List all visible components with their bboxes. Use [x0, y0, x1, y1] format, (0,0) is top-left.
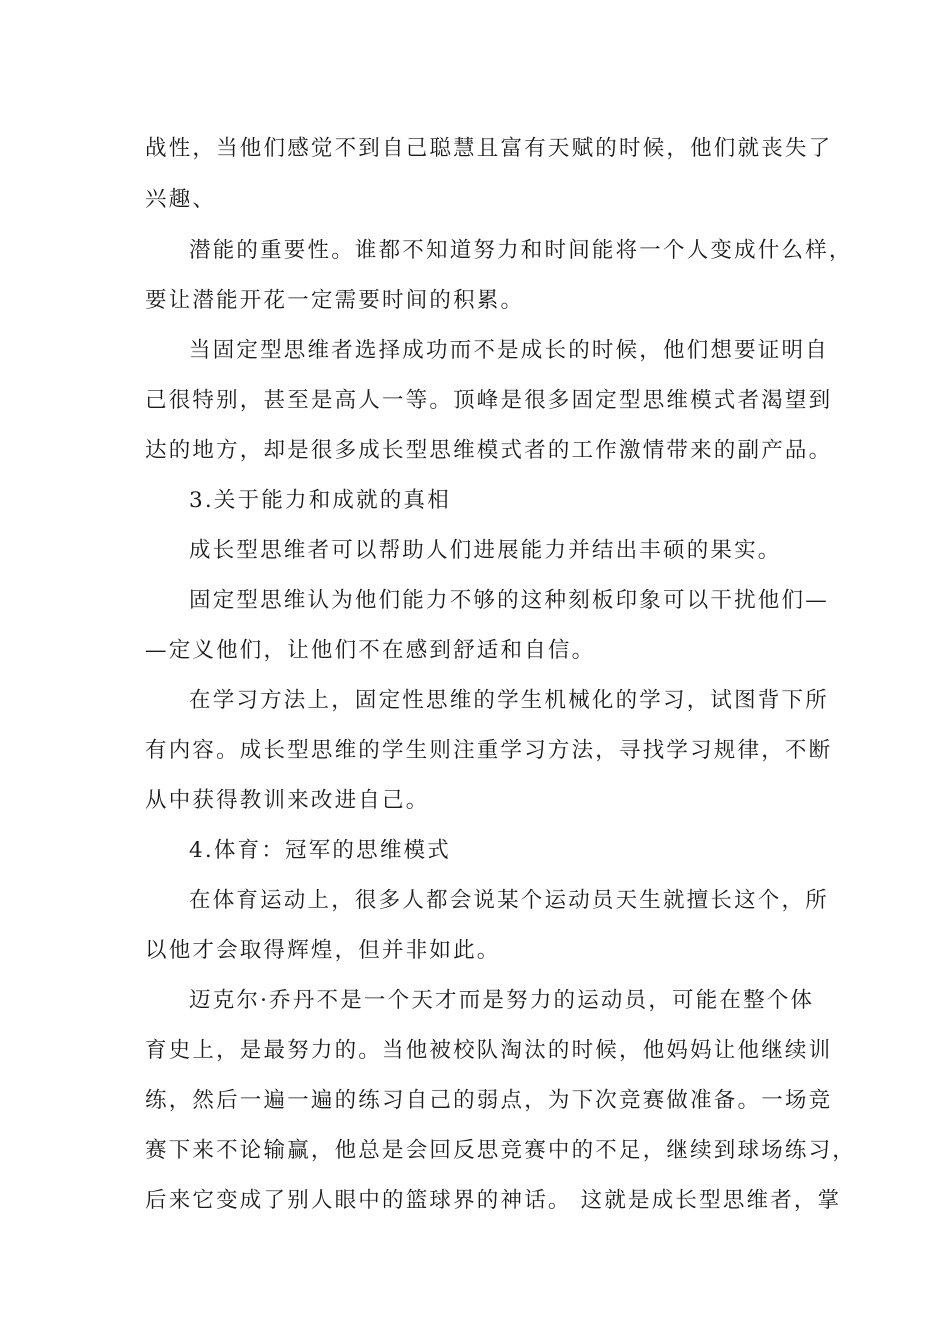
- text-line: 当固定型思维者选择成功而不是成长的时候，他们想要证明自: [189, 338, 829, 363]
- text-line: 练，然后一遍一遍的练习自己的弱点，为下次竞赛做准备。一场竞: [145, 1088, 833, 1113]
- text-line: 在体育运动上，很多人都会说某个运动员天生就擅长这个，所: [189, 888, 829, 913]
- text-line: 在学习方法上，固定性思维的学生机械化的学习，试图背下所: [189, 688, 829, 713]
- text-line: 育史上，是最努力的。当他被校队淘汰的时候，他妈妈让他继续训: [145, 1038, 833, 1063]
- text-line: 要让潜能开花一定需要时间的积累。: [145, 288, 525, 313]
- text-line: 潜能的重要性。谁都不知道努力和时间能将一个人变成什么样，: [189, 238, 853, 263]
- text-line: 达的地方，却是很多成长型思维模式者的工作激情带来的副产品。: [145, 438, 833, 463]
- text-line: 己很特别，甚至是高人一等。顶峰是很多固定型思维模式者渴望到: [145, 388, 833, 413]
- text-line: 后来它变成了别人眼中的篮球界的神话。 这就是成长型思维者，掌: [145, 1188, 842, 1213]
- text-line: 固定型思维认为他们能力不够的这种刻板印象可以干扰他们—: [189, 588, 829, 613]
- heading-text: 4.体育：冠军的思维模式: [189, 838, 451, 863]
- text-line: 战性，当他们感觉不到自己聪慧且富有天赋的时候，他们就丧失了: [145, 136, 833, 161]
- heading-text: 3.关于能力和成就的真相: [189, 488, 451, 513]
- text-line: —定义他们，让他们不在感到舒适和自信。: [145, 638, 596, 663]
- text-line: 有内容。成长型思维的学生则注重学习方法，寻找学习规律，不断: [145, 738, 833, 763]
- text-line: 迈克尔·乔丹不是一个天才而是努力的运动员，可能在整个体: [189, 988, 815, 1013]
- text-line: 从中获得教训来改进自己。: [145, 788, 430, 813]
- text-line: 以他才会取得辉煌，但并非如此。: [145, 938, 501, 963]
- text-line: 成长型思维者可以帮助人们进展能力并结出丰硕的果实。: [189, 538, 782, 563]
- text-line: 兴趣、: [145, 187, 217, 212]
- text-line: 赛下来不论输赢，他总是会回反思竞赛中的不足，继续到球场练习，: [145, 1138, 857, 1163]
